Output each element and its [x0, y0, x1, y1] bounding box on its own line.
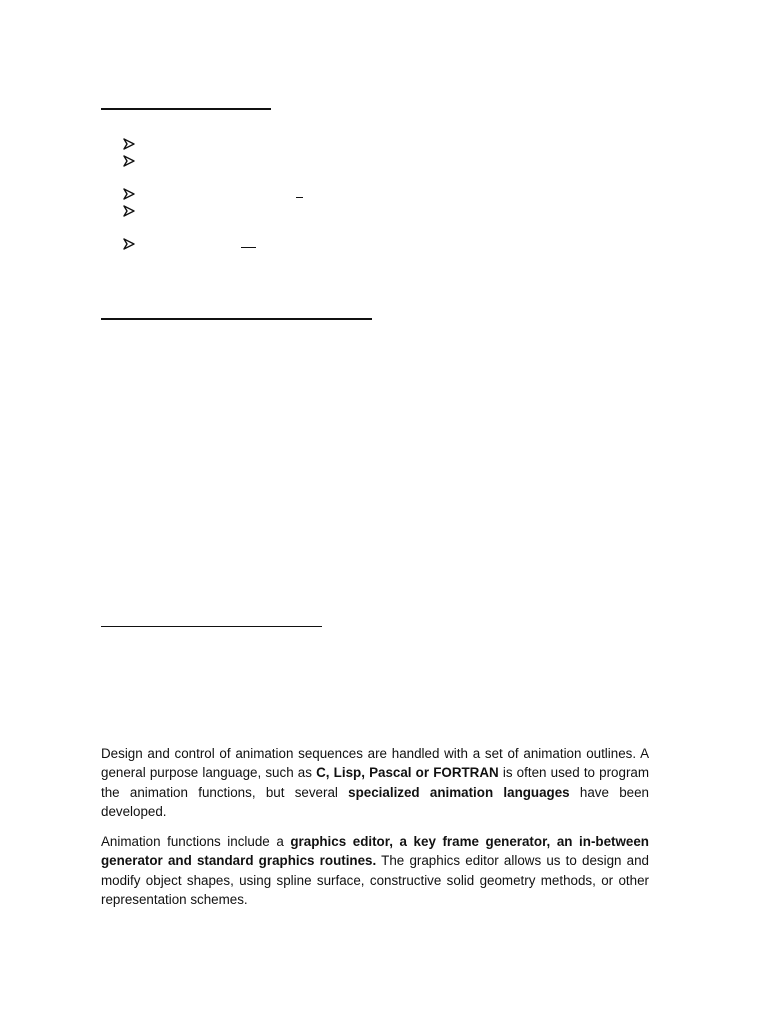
heading-rule-3	[101, 626, 322, 627]
bullet-dash-mark	[241, 247, 256, 248]
paragraph-text: Design and control of animation sequences are handled with a set of animation outlines. A general purpose language, such as	[101, 746, 649, 781]
arrowhead-bullet-icon	[123, 138, 135, 150]
paragraph-text: The graphics editor allows us to design and modify object shapes, using spline surface, constructive solid geometry methods, or other representation schemes.	[101, 853, 649, 907]
paragraph-bold-text: specialized animation languages	[348, 784, 570, 800]
paragraph-animation-languages	[101, 744, 649, 821]
paragraph-bold-text: graphics editor, a key frame generator, an in-between generator and standard graphics routines.	[101, 834, 649, 869]
paragraph-text: Animation functions include a	[101, 834, 291, 849]
arrowhead-bullet-icon	[123, 155, 135, 167]
paragraph-text: have been developed.	[101, 784, 649, 819]
paragraph-bold-text: C, Lisp, Pascal or FORTRAN	[316, 765, 499, 781]
heading-rule-2	[101, 318, 372, 320]
paragraph-animation-functions	[101, 832, 649, 909]
arrowhead-bullet-icon	[123, 188, 135, 200]
arrowhead-bullet-icon	[123, 238, 135, 250]
bullet-dash-mark	[296, 197, 303, 198]
paragraph-text: is often used to program the animation functions, but several	[101, 765, 650, 800]
heading-rule-1	[101, 108, 271, 110]
arrowhead-bullet-icon	[123, 205, 135, 217]
